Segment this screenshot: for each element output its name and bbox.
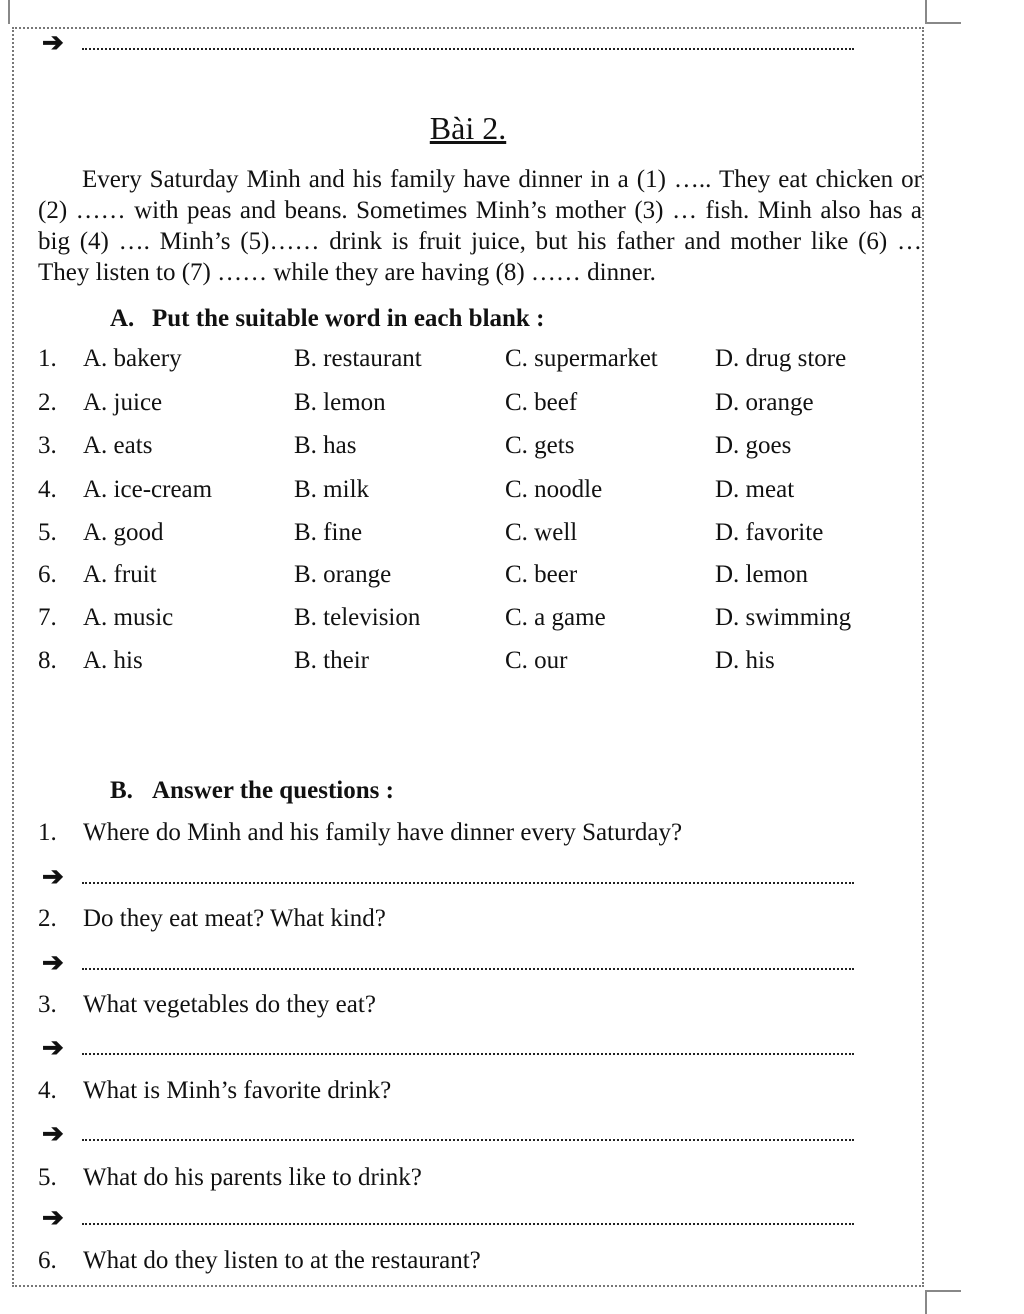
dotted-answer-line — [82, 48, 854, 50]
option-a: A. his — [83, 647, 143, 674]
answer-line — [38, 948, 838, 978]
question-number: 5. — [38, 1164, 57, 1191]
option-d: D. his — [715, 647, 775, 674]
answer-line — [38, 1033, 838, 1063]
option-c: C. a game — [505, 604, 606, 631]
option-c: C. our — [505, 647, 568, 674]
option-a: A. fruit — [83, 561, 157, 588]
question-row — [38, 901, 918, 937]
section-a-heading — [110, 305, 544, 333]
option-row — [38, 472, 918, 508]
crop-mark-top-right-h — [927, 22, 961, 24]
section-b-text: Answer the questions : — [152, 777, 394, 804]
option-row — [38, 341, 918, 377]
option-number: 8. — [38, 647, 57, 674]
question-text: Do they eat meat? What kind? — [83, 905, 386, 932]
crop-mark-bottom-right-v — [925, 1290, 927, 1314]
section-b-letter: B. — [110, 777, 133, 804]
option-a: A. good — [83, 519, 164, 546]
crop-mark-bottom-right-h — [927, 1290, 961, 1292]
arrow-icon: ➔ — [42, 1203, 64, 1232]
question-number: 6. — [38, 1247, 57, 1274]
question-number: 1. — [38, 819, 57, 846]
question-text: What do they listen to at the restaurant? — [83, 1247, 481, 1274]
option-a: A. music — [83, 604, 174, 631]
option-d: D. drug store — [715, 345, 847, 372]
crop-mark-top-right-v — [925, 0, 927, 24]
exercise-title: Bài 2. — [429, 110, 507, 146]
option-row — [38, 515, 918, 551]
question-row — [38, 1160, 918, 1196]
option-c: C. beef — [505, 389, 578, 416]
section-a-letter: A. — [110, 305, 135, 332]
section-b-heading — [110, 777, 394, 805]
option-number: 5. — [38, 519, 57, 546]
option-row — [38, 600, 918, 636]
arrow-icon: ➔ — [42, 1119, 64, 1148]
option-number: 3. — [38, 432, 57, 459]
question-row — [38, 1073, 918, 1109]
option-b: B. television — [294, 604, 421, 631]
option-number: 2. — [38, 389, 57, 416]
answer-line — [38, 862, 838, 892]
question-text: What vegetables do they eat? — [83, 991, 376, 1018]
option-d: D. meat — [715, 476, 795, 503]
option-b: B. has — [294, 432, 357, 459]
answer-line — [38, 1203, 838, 1233]
option-row — [38, 385, 918, 421]
option-d: D. favorite — [715, 519, 824, 546]
option-b: B. lemon — [294, 389, 386, 416]
option-b: B. their — [294, 647, 369, 674]
option-number: 7. — [38, 604, 57, 631]
option-a: A. ice-cream — [83, 476, 213, 503]
question-text: Where do Minh and his family have dinner every Saturday? — [83, 819, 683, 846]
option-row — [38, 643, 918, 679]
option-c: C. beer — [505, 561, 578, 588]
answer-line — [38, 1119, 838, 1149]
dotted-answer-line — [82, 1053, 854, 1055]
question-text: What is Minh’s favorite drink? — [83, 1077, 392, 1104]
option-c: C. gets — [505, 432, 575, 459]
option-d: D. swimming — [715, 604, 852, 631]
dotted-answer-line — [82, 1223, 854, 1225]
option-c: C. well — [505, 519, 578, 546]
option-d: D. orange — [715, 389, 814, 416]
option-number: 6. — [38, 561, 57, 588]
option-c: C. supermarket — [505, 345, 658, 372]
reading-passage: Every Saturday Minh and his family have dinner in a (1) ….. They eat chicken or (2) …… with peas and beans. Sometimes Minh’s mother (3) … fish. Minh also has a big (4) …. Minh’s (5)…… drink is fruit juice, but his father and mother like (6) … They listen to (7) …… while they are having (8) …… dinner. — [38, 166, 922, 286]
option-row — [38, 557, 918, 593]
arrow-icon: ➔ — [42, 28, 64, 57]
option-a: A. bakery — [83, 345, 182, 372]
section-a-text: Put the suitable word in each blank : — [152, 305, 545, 332]
option-number: 4. — [38, 476, 57, 503]
option-d: D. lemon — [715, 561, 809, 588]
dotted-answer-line — [82, 882, 854, 884]
question-row — [38, 987, 918, 1023]
option-b: B. orange — [294, 561, 392, 588]
option-a: A. eats — [83, 432, 153, 459]
question-number: 3. — [38, 991, 57, 1018]
arrow-icon: ➔ — [42, 1033, 64, 1062]
dotted-answer-line — [82, 1139, 854, 1141]
option-number: 1. — [38, 345, 57, 372]
question-number: 4. — [38, 1077, 57, 1104]
question-row — [38, 815, 918, 851]
option-b: B. milk — [294, 476, 370, 503]
option-c: C. noodle — [505, 476, 603, 503]
arrow-icon: ➔ — [42, 862, 64, 891]
option-d: D. goes — [715, 432, 792, 459]
option-row — [38, 428, 918, 464]
question-number: 2. — [38, 905, 57, 932]
option-b: B. fine — [294, 519, 363, 546]
dotted-answer-line — [82, 968, 854, 970]
answer-line-top — [38, 28, 838, 58]
option-a: A. juice — [83, 389, 163, 416]
crop-mark-top-left-v — [8, 0, 10, 24]
question-row — [38, 1243, 918, 1279]
question-text: What do his parents like to drink? — [83, 1164, 422, 1191]
option-b: B. restaurant — [294, 345, 422, 372]
arrow-icon: ➔ — [42, 948, 64, 977]
